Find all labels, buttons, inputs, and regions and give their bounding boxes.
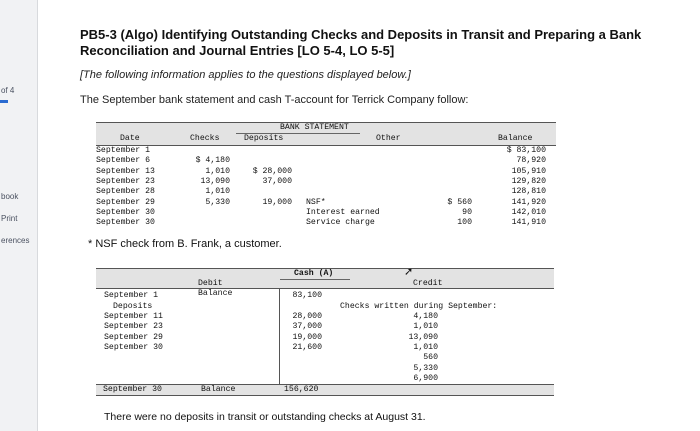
- cash-credit-amount: 6,900: [413, 373, 438, 383]
- cash-left-label: September 11: [104, 312, 163, 321]
- bank-row-other-amount: 100: [457, 218, 472, 228]
- checks-written-caption: Checks written during September:: [340, 302, 498, 311]
- mouse-cursor-icon: ➚: [404, 266, 414, 278]
- cash-left-amount: 37,000: [292, 322, 322, 331]
- bank-row-balance: 141,920: [511, 197, 546, 207]
- bank-statement-heading: BANK STATEMENT: [280, 123, 349, 132]
- bank-row-date: September 13: [96, 166, 155, 176]
- cash-credit-amount: 5,330: [413, 363, 438, 373]
- bank-row-other-label: NSF*: [306, 197, 326, 207]
- footnote-text: NSF check from B. Frank, a customer.: [95, 238, 282, 250]
- bank-row-date: September 6: [96, 156, 151, 166]
- bottom-note: There were no deposits in transit or outstanding checks at August 31.: [104, 411, 426, 423]
- bank-row-balance: 78,920: [516, 156, 546, 166]
- sidebar-item-print[interactable]: Print: [1, 214, 18, 223]
- bank-row-date: September 30: [96, 207, 155, 217]
- bank-row-deposits: 37,000: [262, 176, 292, 186]
- bank-row-other-label: Interest earned: [306, 207, 380, 217]
- bank-row-checks: 13,090: [200, 176, 230, 186]
- bank-row-balance: 142,010: [511, 207, 546, 217]
- bank-row-other-amount: $ 560: [447, 197, 472, 207]
- cash-left-amount: 21,600: [292, 343, 322, 352]
- debit-header: Debit Balance: [198, 279, 233, 299]
- cash-left-label: Deposits: [113, 302, 153, 311]
- sidebar-item-references[interactable]: erences: [1, 236, 30, 245]
- bank-row-other-amount: 90: [462, 207, 472, 217]
- cash-credit-amount: 1,010: [413, 342, 438, 352]
- bank-row-date: September 1: [96, 146, 151, 155]
- problem-lead: The September bank statement and cash T-account for Terrick Company follow:: [80, 94, 469, 106]
- bank-row-balance: 105,910: [511, 166, 546, 176]
- ending-amount: 156,620: [284, 385, 319, 394]
- cash-left-label: September 30: [104, 343, 163, 352]
- cash-header-rule: [96, 288, 554, 289]
- bank-row-checks: 1,010: [205, 166, 230, 176]
- cash-credit-amount: 1,010: [413, 322, 438, 332]
- bank-row-date: September 29: [96, 197, 155, 207]
- bank-footnote: [88, 238, 282, 250]
- col-deposits: Deposits: [244, 134, 284, 143]
- bank-row-balance: $ 83,100: [506, 146, 546, 155]
- cash-account-title: Cash (A): [294, 269, 334, 278]
- bank-row-balance: 141,910: [511, 218, 546, 228]
- bank-row-date: September 23: [96, 176, 155, 186]
- problem-intro: [The following information applies to the questions displayed below.]: [80, 69, 411, 81]
- col-balance: Balance: [498, 134, 533, 143]
- cash-balance-band: [96, 384, 554, 395]
- col-date: Date: [120, 134, 140, 143]
- cash-credit-amount: 560: [423, 353, 438, 363]
- sidebar-item-book[interactable]: book: [1, 192, 19, 201]
- col-checks: Checks: [190, 134, 220, 143]
- cash-credit-amount: 4,180: [413, 312, 438, 321]
- bank-row-checks: $ 4,180: [195, 156, 230, 166]
- bank-row-checks: 5,330: [205, 197, 230, 207]
- cash-balance-top-rule: [96, 384, 554, 385]
- cash-left-amount: 19,000: [292, 333, 322, 342]
- cash-left-amount: 83,100: [292, 291, 322, 300]
- footnote-marker: *: [88, 238, 93, 250]
- bank-row-balance: 129,820: [511, 176, 546, 186]
- bank-row-date: September 28: [96, 187, 155, 197]
- page-indicator: of 4: [1, 86, 15, 95]
- cash-left-label: September 1: [104, 291, 159, 300]
- bank-row-date: September 30: [96, 218, 155, 228]
- bank-row-other-label: Service charge: [306, 218, 375, 228]
- ending-label: Balance: [201, 385, 236, 394]
- cash-balance-bottom-rule: [96, 395, 554, 396]
- page-progress-bar: [0, 100, 8, 103]
- left-sidebar: [0, 0, 38, 431]
- credit-header: Credit: [413, 279, 443, 288]
- bank-row-balance: 128,810: [511, 187, 546, 197]
- cash-left-label: September 23: [104, 322, 163, 331]
- bank-row-deposits: 19,000: [262, 197, 292, 207]
- problem-title: PB5-3 (Algo) Identifying Outstanding Checks and Deposits in Transit and Preparing a Bank Reconciliation and Journal Entries [LO 5-4, LO 5-5]: [80, 27, 642, 58]
- cash-left-label: September 29: [104, 333, 163, 342]
- t-account-divider: [279, 288, 280, 394]
- cash-credit-amount: 13,090: [408, 332, 438, 342]
- ending-date: September 30: [103, 385, 162, 394]
- cash-left-amount: 28,000: [292, 312, 322, 321]
- bank-row-checks: 1,010: [205, 187, 230, 197]
- bank-row-deposits: $ 28,000: [252, 166, 292, 176]
- col-other: Other: [376, 134, 401, 143]
